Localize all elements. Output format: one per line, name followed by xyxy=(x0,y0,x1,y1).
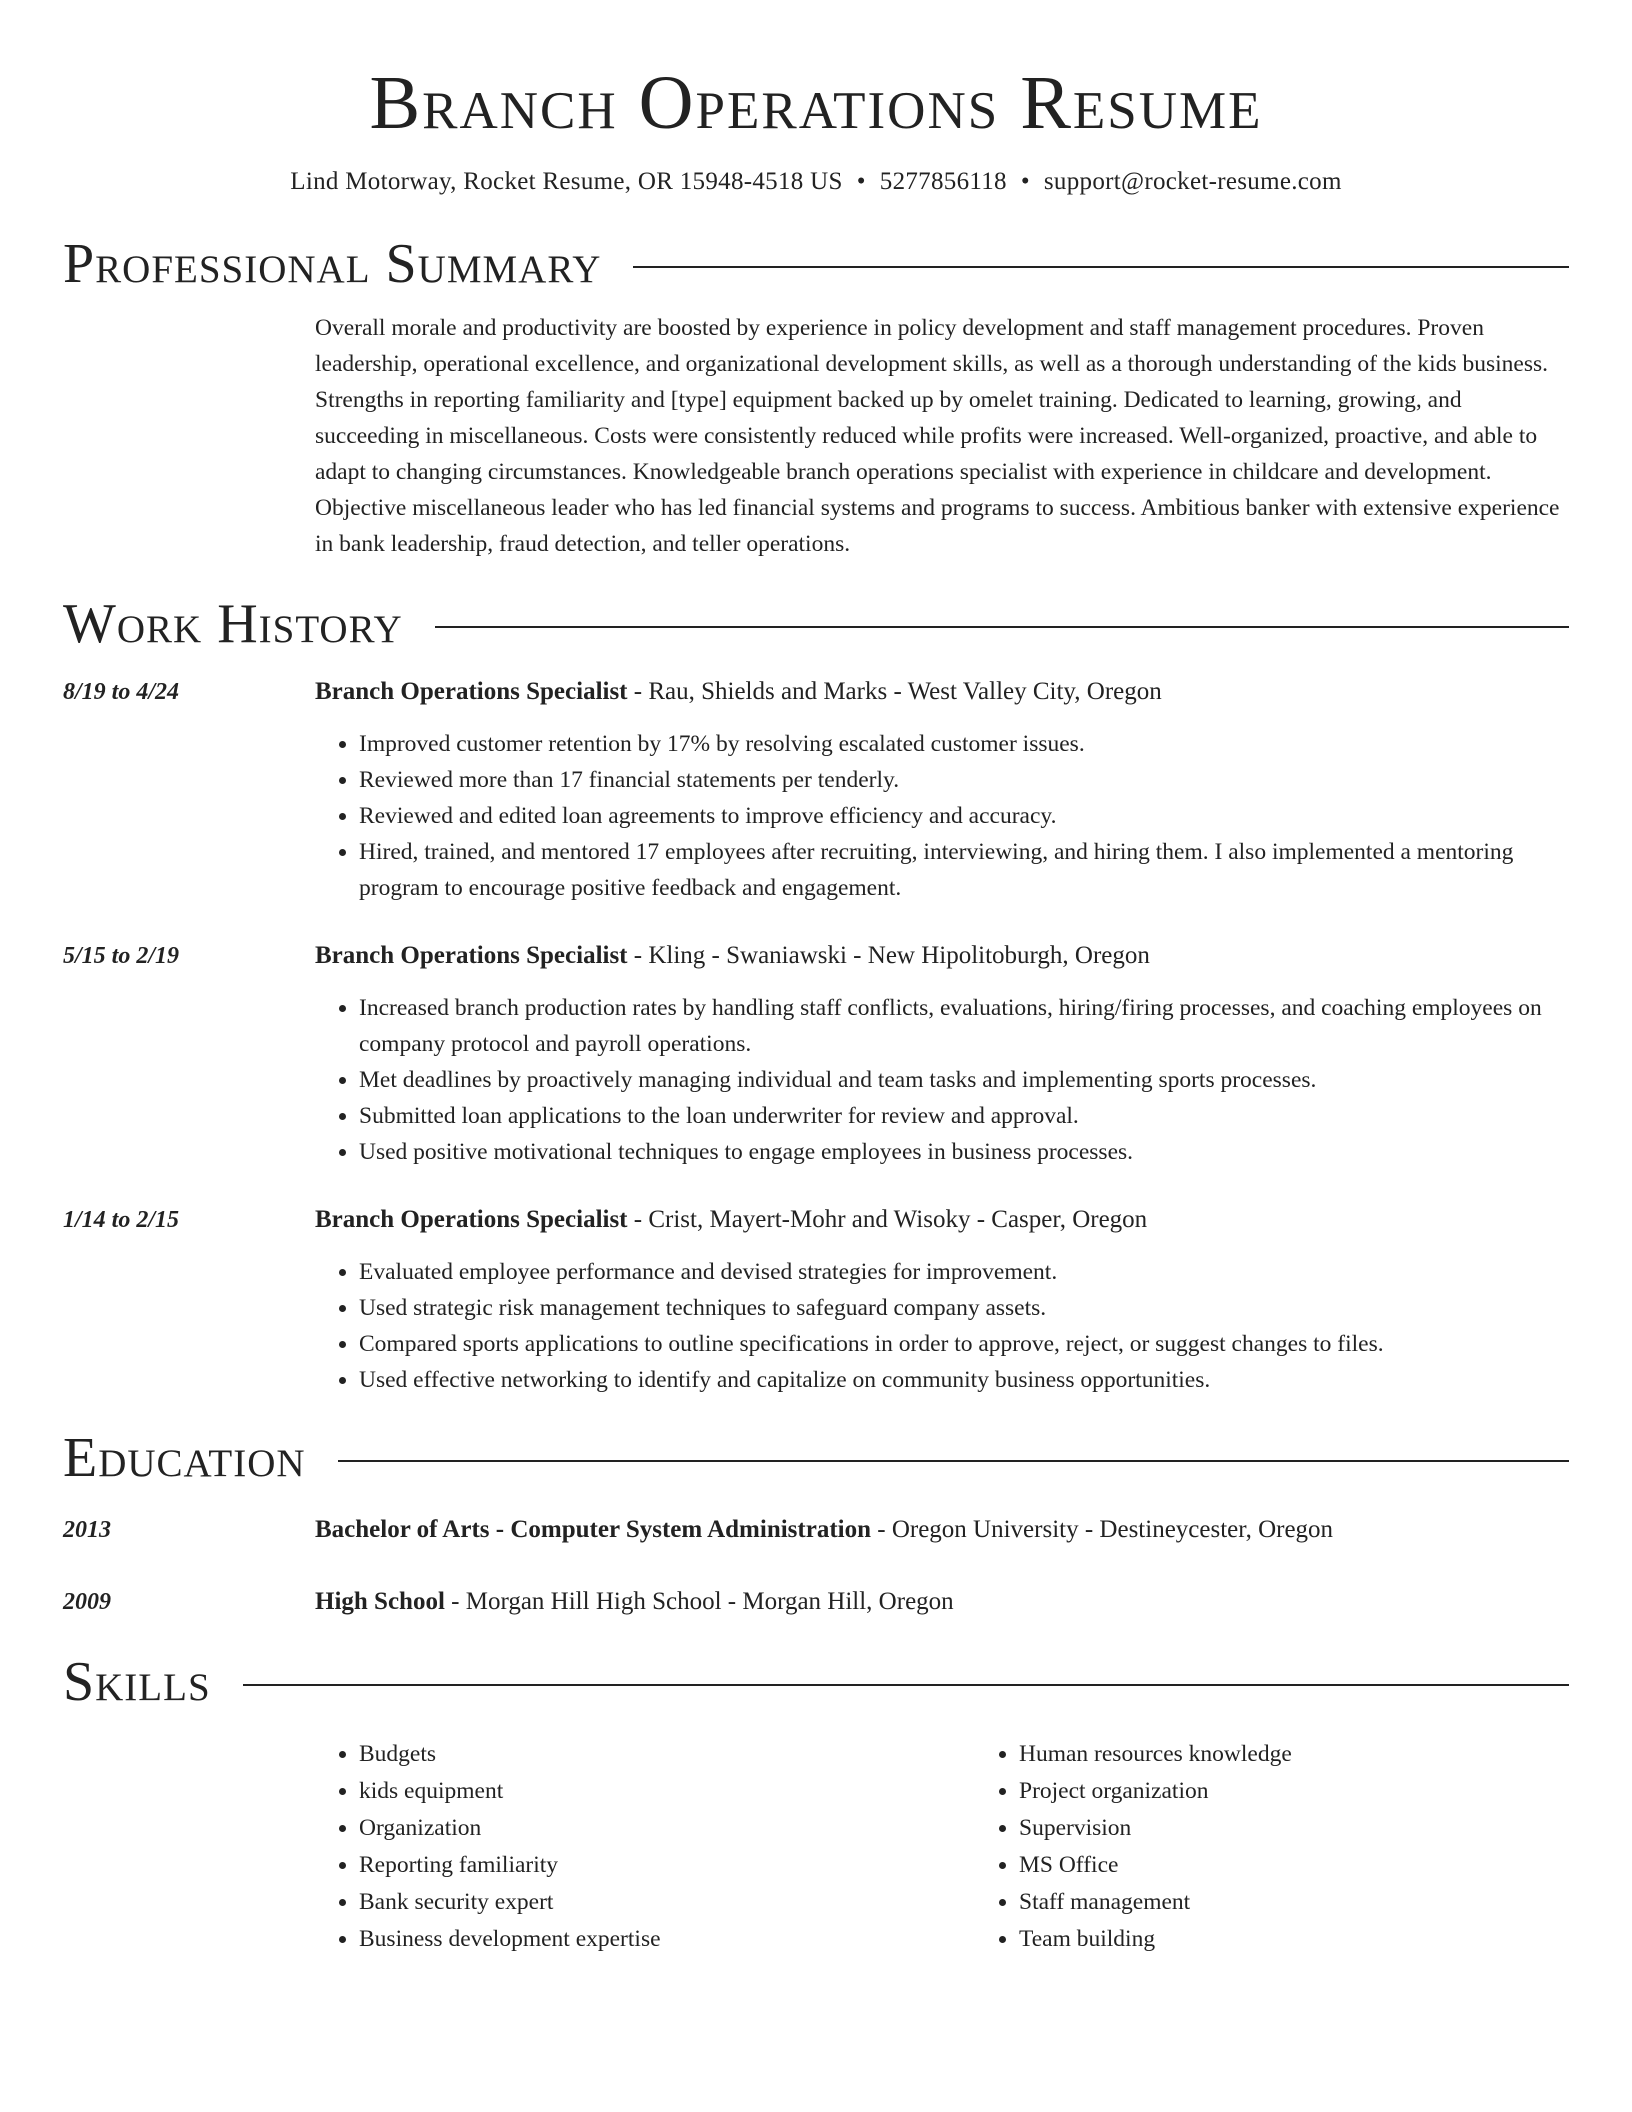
job-bullet: • Hired, trained, and mentored 17 employees after recruiting, interviewing, and hiring them. I also implemented a mentoring program to encourage positive feedback and engagement. xyxy=(359,834,1569,906)
education-degree: Bachelor of Arts - Computer System Administration xyxy=(315,1516,871,1543)
skill-item: • Team building xyxy=(1019,1921,1632,1958)
skill-item: • Budgets xyxy=(359,1736,975,1773)
skill-item: • MS Office xyxy=(1019,1847,1632,1884)
work-section-header xyxy=(63,592,1569,656)
job-employer: - Crist, Mayert-Mohr and Wisoky - Casper, Oregon xyxy=(627,1206,1148,1233)
contact-line xyxy=(63,168,1569,196)
education-school: - Morgan Hill High School - Morgan Hill, Oregon xyxy=(444,1588,954,1615)
job-heading xyxy=(315,938,1569,974)
education-entry xyxy=(63,1584,1569,1620)
skill-item: • Supervision xyxy=(1019,1810,1632,1847)
skill-item: • Reporting familiarity xyxy=(359,1847,975,1884)
education-heading xyxy=(315,1584,1569,1620)
skill-item: • Project organization xyxy=(1019,1773,1632,1810)
job-entry xyxy=(63,674,1569,906)
job-bullet: • Submitted loan applications to the loan underwriter for review and approval. xyxy=(359,1098,1569,1134)
job-dates: 5/15 to 2/19 xyxy=(63,943,180,969)
education-entry xyxy=(63,1512,1569,1548)
job-bullet: • Compared sports applications to outline specifications in order to approve, reject, or suggest changes to files. xyxy=(359,1326,1569,1362)
education-year: 2009 xyxy=(63,1589,111,1615)
job-entry xyxy=(63,1202,1569,1398)
skills-columns xyxy=(315,1736,1632,1958)
job-title: Branch Operations Specialist xyxy=(315,1206,628,1233)
education-school: - Oregon University - Destineycester, Oregon xyxy=(871,1516,1334,1543)
summary-section-header xyxy=(63,232,1569,296)
job-bullet: • Met deadlines by proactively managing individual and team tasks and implementing sports processes. xyxy=(359,1062,1569,1098)
job-bullets xyxy=(315,1254,1569,1398)
skill-item: • Human resources knowledge xyxy=(1019,1736,1632,1773)
section-divider xyxy=(243,1684,1569,1686)
section-divider xyxy=(435,626,1569,628)
contact-separator: • xyxy=(1020,168,1030,195)
work-history-list xyxy=(63,674,1569,1398)
contact-address: Lind Motorway, Rocket Resume, OR 15948-4518 US xyxy=(290,168,843,195)
summary-text: Overall morale and productivity are boosted by experience in policy development and staff management procedures. Proven leadership, operational excellence, and organizational development skills, as well as a thorough understanding of the kids business. Strengths in reporting familiarity and [type] equipment backed up by omelet training. Dedicated to learning, growing, and succeeding in miscellaneous. Costs were consistently reduced while profits were increased. Well-organized, proactive, and able to adapt to changing circumstances. Knowledgeable branch operations specialist with experience in childcare and development. Objective miscellaneous leader who has led financial systems and programs to success. Ambitious banker with extensive experience in bank leadership, fraud detection, and teller operations. xyxy=(315,315,1560,557)
skill-item: • Organization xyxy=(359,1810,975,1847)
education-degree: High School xyxy=(315,1588,445,1615)
job-bullet: • Used positive motivational techniques to engage employees in business processes. xyxy=(359,1134,1569,1170)
job-heading xyxy=(315,674,1569,710)
section-title-skills: Skills xyxy=(63,1651,211,1713)
contact-separator: • xyxy=(856,168,866,195)
section-title-summary: Professional Summary xyxy=(63,233,602,295)
section-title-education: Education xyxy=(63,1427,306,1489)
skills-section-header xyxy=(63,1650,1569,1714)
job-bullet: • Improved customer retention by 17% by resolving escalated customer issues. xyxy=(359,726,1569,762)
skill-item: • kids equipment xyxy=(359,1773,975,1810)
job-title: Branch Operations Specialist xyxy=(315,942,628,969)
job-bullets xyxy=(315,990,1569,1170)
job-bullet: • Used effective networking to identify and capitalize on community business opportunities. xyxy=(359,1362,1569,1398)
skills-list-left xyxy=(315,1736,975,1958)
education-section-header xyxy=(63,1426,1569,1490)
job-bullet: • Used strategic risk management techniques to safeguard company assets. xyxy=(359,1290,1569,1326)
job-bullet: • Reviewed more than 17 financial statements per tenderly. xyxy=(359,762,1569,798)
job-employer: - Kling - Swaniawski - New Hipolitoburgh, Oregon xyxy=(627,942,1150,969)
education-heading xyxy=(315,1512,1569,1548)
job-bullet: • Reviewed and edited loan agreements to improve efficiency and accuracy. xyxy=(359,798,1569,834)
skill-item: • Staff management xyxy=(1019,1884,1632,1921)
section-title-work: Work History xyxy=(63,593,403,655)
job-bullet: • Increased branch production rates by handling staff conflicts, evaluations, hiring/firing processes, and coaching employees on company protocol and payroll operations. xyxy=(359,990,1569,1062)
skills-list-right xyxy=(975,1736,1632,1958)
education-year: 2013 xyxy=(63,1517,111,1543)
job-employer: - Rau, Shields and Marks - West Valley City, Oregon xyxy=(627,678,1162,705)
skill-item: • Bank security expert xyxy=(359,1884,975,1921)
skill-item: • Business development expertise xyxy=(359,1921,975,1958)
job-bullet: • Evaluated employee performance and devised strategies for improvement. xyxy=(359,1254,1569,1290)
job-title: Branch Operations Specialist xyxy=(315,678,628,705)
contact-email[interactable]: support@rocket-resume.com xyxy=(1043,168,1342,195)
job-dates: 1/14 to 2/15 xyxy=(63,1207,180,1233)
resume-page xyxy=(63,60,1569,1958)
section-divider xyxy=(338,1460,1569,1462)
job-entry xyxy=(63,938,1569,1170)
job-dates: 8/19 to 4/24 xyxy=(63,679,180,705)
contact-phone: 5277856118 xyxy=(879,168,1007,195)
education-list xyxy=(63,1512,1569,1620)
section-divider xyxy=(633,266,1569,268)
job-bullets xyxy=(315,726,1569,906)
resume-title: Branch Operations Resume xyxy=(369,61,1263,145)
job-heading xyxy=(315,1202,1569,1238)
